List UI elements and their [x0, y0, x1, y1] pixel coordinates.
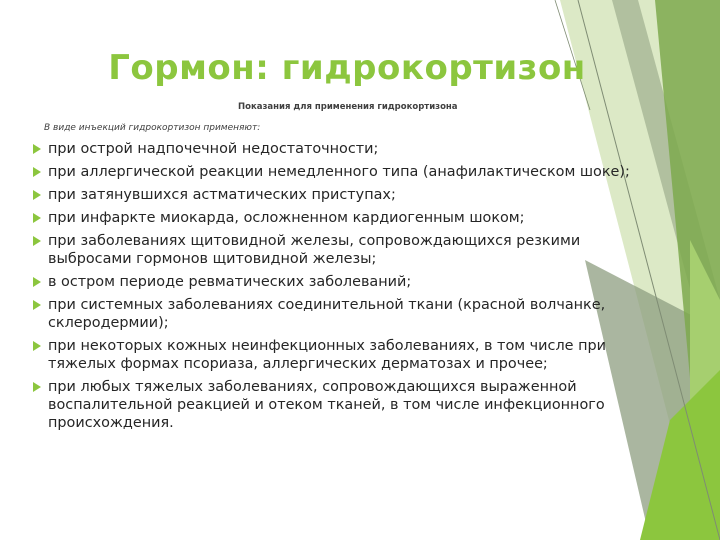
list-item-text: при инфаркте миокарда, осложненном кардиогенным шоком; [48, 210, 525, 226]
list-item [32, 209, 662, 227]
bullet-arrow-icon [33, 300, 41, 310]
bullet-arrow-icon [33, 167, 41, 177]
list-item-text: при системных заболеваниях соединительной ткани (красной волчанке, склеродермии); [48, 297, 606, 331]
slide-title: Гормон: гидрокортизон [108, 48, 586, 88]
list-item [32, 163, 662, 181]
bullet-arrow-icon [33, 341, 41, 351]
list-item-text: при заболеваниях щитовидной железы, сопровождающихся резкими выбросами гормонов щитовидной железы; [48, 233, 581, 267]
bullet-arrow-icon [33, 382, 41, 392]
list-item-text: при острой надпочечной недостаточности; [48, 141, 379, 157]
list-item [32, 232, 662, 268]
list-item [32, 296, 662, 332]
list-item [32, 273, 662, 291]
list-item [32, 186, 662, 204]
bullet-arrow-icon [33, 236, 41, 246]
list-item-text: при некоторых кожных неинфекционных заболеваниях, в том числе при тяжелых формах псориаза, аллергических дерматозах и прочее; [48, 338, 606, 372]
bullet-arrow-icon [33, 213, 41, 223]
list-item [32, 140, 662, 158]
list-item-text: при аллергической реакции немедленного типа (анафилактическом шоке); [48, 164, 630, 180]
bullet-arrow-icon [33, 190, 41, 200]
list-item [32, 337, 662, 373]
list-item [32, 378, 662, 432]
indications-list [32, 140, 662, 437]
list-item-text: в остром периоде ревматических заболеваний; [48, 274, 412, 290]
bullet-arrow-icon [33, 277, 41, 287]
list-item-text: при затянувшихся астматических приступах; [48, 187, 396, 203]
list-item-text: при любых тяжелых заболеваниях, сопровождающихся выраженной воспалительной реакцией и отеком тканей, в том числе инфекционного происхождения. [48, 379, 605, 431]
slide-subtitle: Показания для применения гидрокортизона [238, 102, 458, 112]
bullet-arrow-icon [33, 144, 41, 154]
intro-text: В виде инъекций гидрокортизон применяют: [44, 123, 261, 133]
